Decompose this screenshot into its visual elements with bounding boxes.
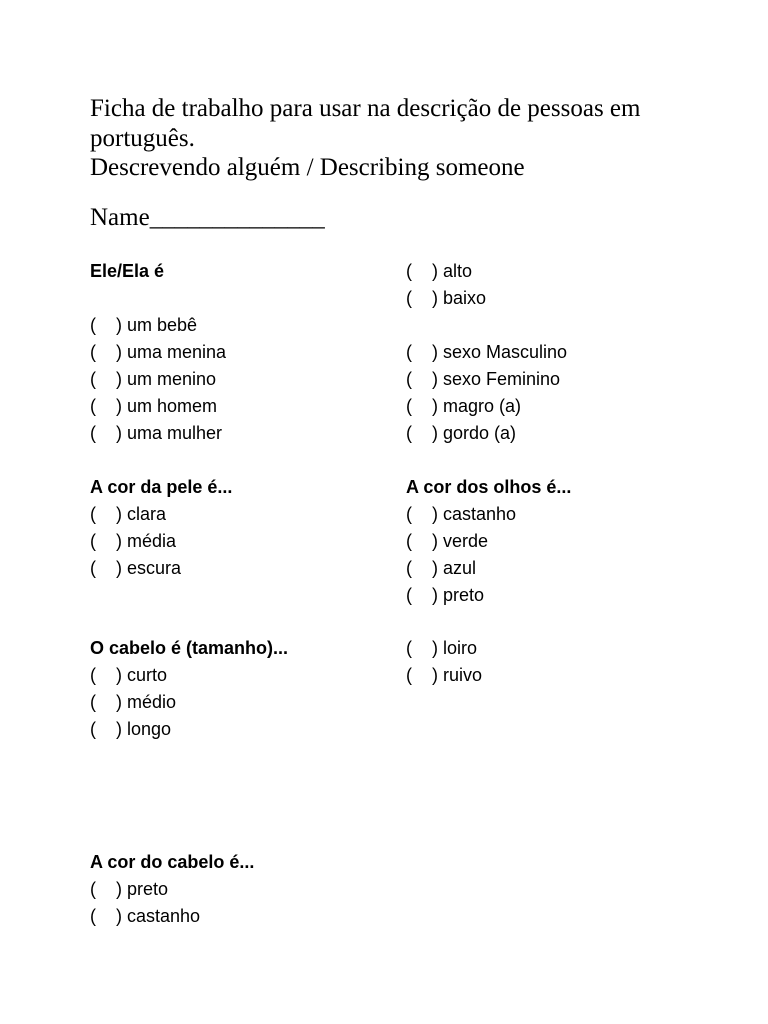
option-item: ( ) azul [406, 558, 477, 578]
option-item: ( ) sexo Feminino [406, 369, 561, 389]
option-item: ( ) magro (a) [406, 396, 522, 416]
option-item: ( ) alto [406, 261, 473, 281]
option-item: ( ) longo [90, 719, 172, 739]
option-item: ( ) uma menina [90, 342, 227, 362]
option-item: ( ) ruivo [406, 665, 483, 685]
option-item: ( ) curto [90, 665, 168, 685]
option-item: ( ) um menino [90, 369, 217, 389]
option-item: ( ) sexo Masculino [406, 342, 568, 362]
worksheet-title-line-2: português. [90, 125, 195, 152]
worksheet-subtitle: Descrevendo alguém / Describing someone [90, 154, 525, 181]
option-item: ( ) gordo (a) [406, 423, 517, 443]
option-item: ( ) verde [406, 531, 489, 551]
option-item: ( ) loiro [406, 638, 478, 658]
option-item: ( ) preto [406, 585, 485, 605]
option-item: ( ) média [90, 531, 177, 551]
option-item: ( ) clara [90, 504, 167, 524]
section-skin-color [90, 474, 232, 582]
section-ele-ela [90, 258, 226, 447]
section-heading: O cabelo é (tamanho)... [90, 638, 289, 658]
section-hair-length [90, 635, 288, 743]
section-heading: A cor do cabelo é... [90, 852, 255, 872]
worksheet-title-line-1: Ficha de trabalho para usar na descrição de pessoas em [90, 95, 641, 122]
section-height [406, 258, 486, 312]
option-item: ( ) baixo [406, 288, 487, 308]
option-item: ( ) escura [90, 558, 182, 578]
section-heading: A cor dos olhos é... [406, 477, 572, 497]
option-item: ( ) castanho [406, 504, 517, 524]
name-field: Name______________ [90, 204, 325, 231]
section-heading: A cor da pele é... [90, 477, 233, 497]
option-item: ( ) médio [90, 692, 177, 712]
option-item: ( ) castanho [90, 906, 201, 926]
section-sex-build [406, 339, 567, 447]
section-hair-color-extra [406, 635, 482, 689]
option-item: ( ) um homem [90, 396, 218, 416]
option-item: ( ) uma mulher [90, 423, 223, 443]
section-hair-color [90, 849, 254, 930]
option-item: ( ) preto [90, 879, 169, 899]
option-item: ( ) um bebê [90, 315, 198, 335]
section-eye-color [406, 474, 571, 609]
section-heading: Ele/Ela é [90, 261, 165, 281]
